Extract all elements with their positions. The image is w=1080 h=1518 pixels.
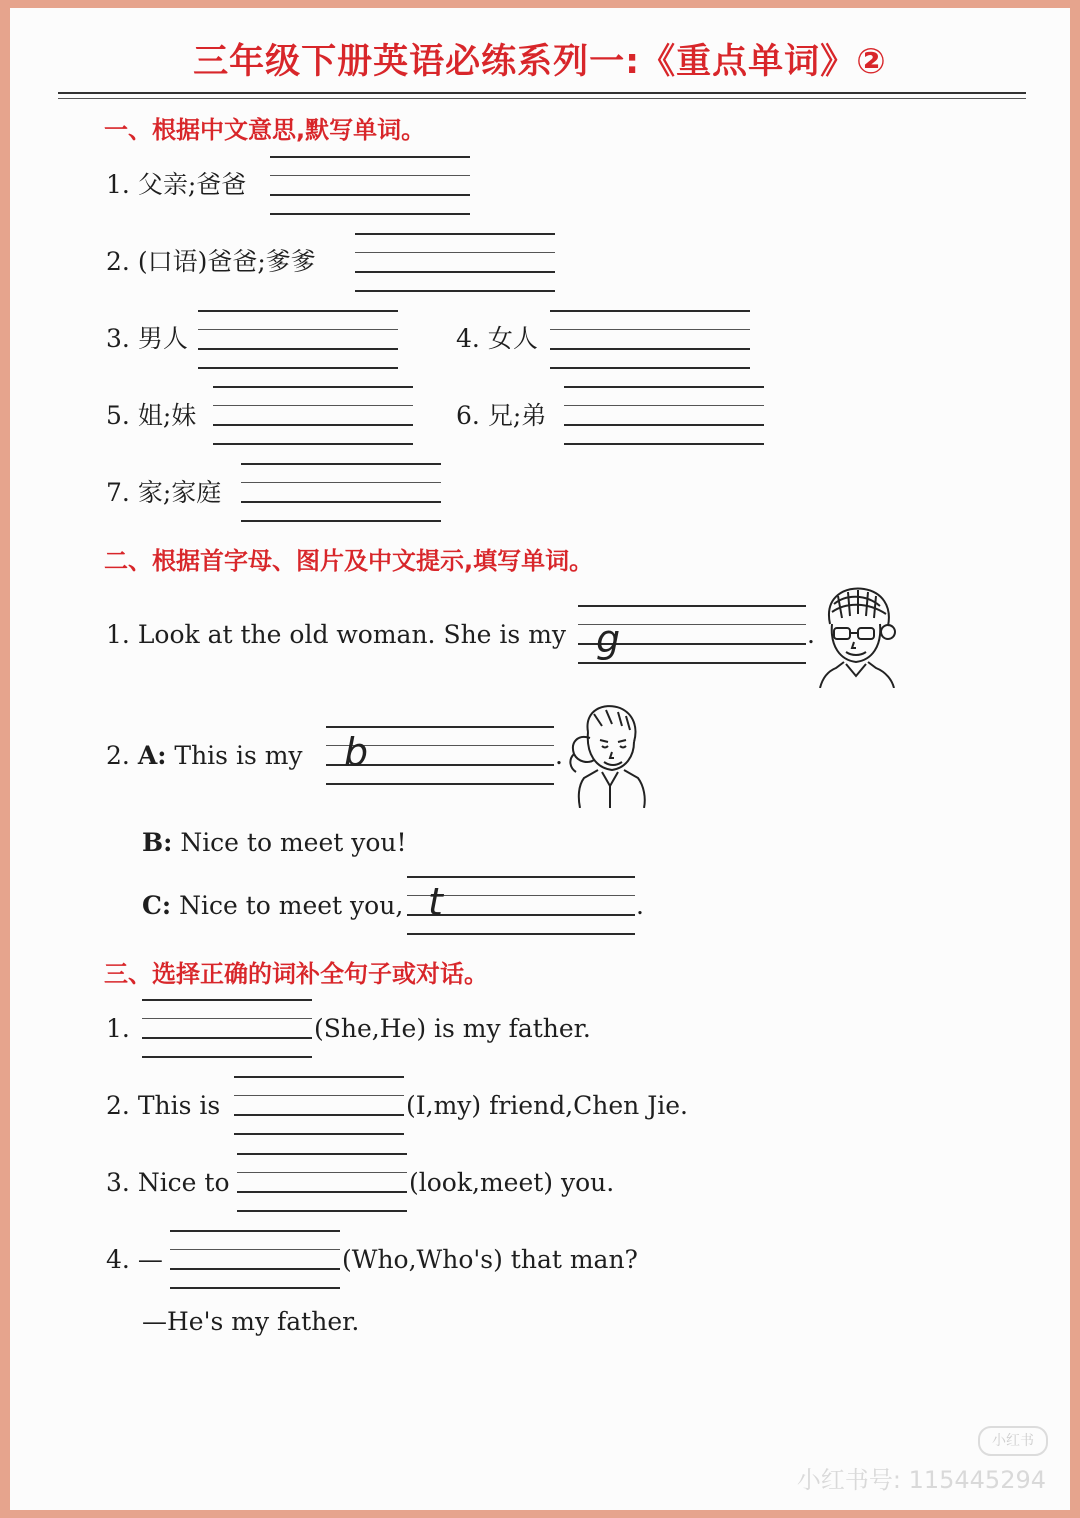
- watermark-id: 小红书号: 115445294: [796, 1466, 1046, 1494]
- worksheet: [10, 8, 1070, 1510]
- brother-illustration: [564, 702, 650, 808]
- s1-answer-6[interactable]: [564, 386, 764, 444]
- item-number: 3.: [106, 324, 130, 353]
- watermark-logo: 小红书: [978, 1426, 1048, 1456]
- s1-answer-4[interactable]: [550, 310, 750, 368]
- sentence-text: Nice to meet you!: [180, 828, 407, 857]
- sentence-before: —: [137, 1245, 163, 1274]
- first-letter-hint: t: [428, 880, 443, 924]
- s3-item-1: [106, 1014, 130, 1044]
- item-number: 1.: [106, 170, 130, 199]
- s1-item-6: [456, 401, 546, 431]
- title-rule-thin: [58, 98, 1026, 99]
- item-number: 1.: [106, 620, 130, 649]
- sentence-text: Look at the old woman. She is my: [137, 620, 567, 649]
- section1-heading: 一、根据中文意思,默写单词。: [104, 116, 426, 144]
- page-title: 三年级下册英语必练系列一:《重点单词》②: [193, 42, 887, 82]
- sentence-after: (I,my) friend,Chen Jie.: [406, 1091, 688, 1120]
- s2-dialogue-c: [142, 891, 403, 921]
- item-prompt: 兄;弟: [487, 401, 547, 430]
- s1-item-1: [106, 170, 246, 200]
- item-number: 2.: [106, 1091, 130, 1120]
- s3-item-4: [106, 1245, 163, 1275]
- s1-item-5: [106, 401, 196, 431]
- item-number: 4.: [456, 324, 480, 353]
- s1-answer-2[interactable]: [355, 233, 555, 291]
- s1-item-4: [456, 324, 538, 354]
- item-prompt: 男人: [137, 324, 188, 353]
- s3-answer-4[interactable]: [170, 1230, 340, 1288]
- item-prompt: 女人: [487, 324, 538, 353]
- s3-answer-3[interactable]: [237, 1153, 407, 1211]
- s3-item-2: [106, 1091, 220, 1121]
- sentence-before: This is: [137, 1091, 221, 1120]
- s2-question-1: [106, 620, 566, 650]
- period: .: [636, 891, 644, 920]
- item-number: 5.: [106, 401, 130, 430]
- item-prompt: 家;家庭: [137, 478, 222, 507]
- s2-dialogue-b: [142, 828, 407, 858]
- period: .: [555, 741, 563, 770]
- grandmother-illustration: [816, 584, 898, 688]
- period: .: [807, 620, 815, 649]
- sentence-before: Nice to: [137, 1168, 230, 1197]
- section3-heading: 三、选择正确的词补全句子或对话。: [104, 960, 488, 988]
- title-rule: [58, 92, 1026, 94]
- sentence-after: (She,He) is my father.: [314, 1014, 591, 1043]
- first-letter-hint: g: [596, 617, 621, 661]
- item-number: 2.: [106, 247, 130, 276]
- speaker-label: B:: [142, 828, 173, 857]
- s1-item-2: [106, 247, 316, 277]
- first-letter-hint: b: [344, 730, 369, 774]
- s1-answer-7[interactable]: [241, 463, 441, 521]
- s3-answer-2[interactable]: [234, 1076, 404, 1134]
- item-number: 2.: [106, 741, 130, 770]
- s1-answer-5[interactable]: [213, 386, 413, 444]
- item-number: 7.: [106, 478, 130, 507]
- sentence-after: (look,meet) you.: [409, 1168, 615, 1197]
- item-prompt: 姐;妹: [137, 401, 197, 430]
- item-prompt: 父亲;爸爸: [137, 170, 247, 199]
- section2-heading: 二、根据首字母、图片及中文提示,填写单词。: [104, 547, 594, 575]
- sentence-text: Nice to meet you,: [179, 891, 404, 920]
- speaker-label: A:: [137, 741, 167, 770]
- item-number: 6.: [456, 401, 480, 430]
- item-prompt: (口语)爸爸;爹爹: [137, 247, 316, 276]
- s3-item-3: [106, 1168, 230, 1198]
- sentence-after: (Who,Who's) that man?: [342, 1245, 638, 1274]
- s1-answer-3[interactable]: [198, 310, 398, 368]
- s3-answer-1[interactable]: [142, 999, 312, 1057]
- s2-question-2: [106, 741, 303, 771]
- speaker-label: C:: [142, 891, 172, 920]
- s3-reply: —He's my father.: [142, 1307, 360, 1336]
- item-number: 1.: [106, 1014, 130, 1043]
- sentence-text: This is my: [174, 741, 303, 770]
- s1-item-7: [106, 478, 221, 508]
- s1-answer-1[interactable]: [270, 156, 470, 214]
- s1-item-3: [106, 324, 188, 354]
- item-number: 3.: [106, 1168, 130, 1197]
- item-number: 4.: [106, 1245, 130, 1274]
